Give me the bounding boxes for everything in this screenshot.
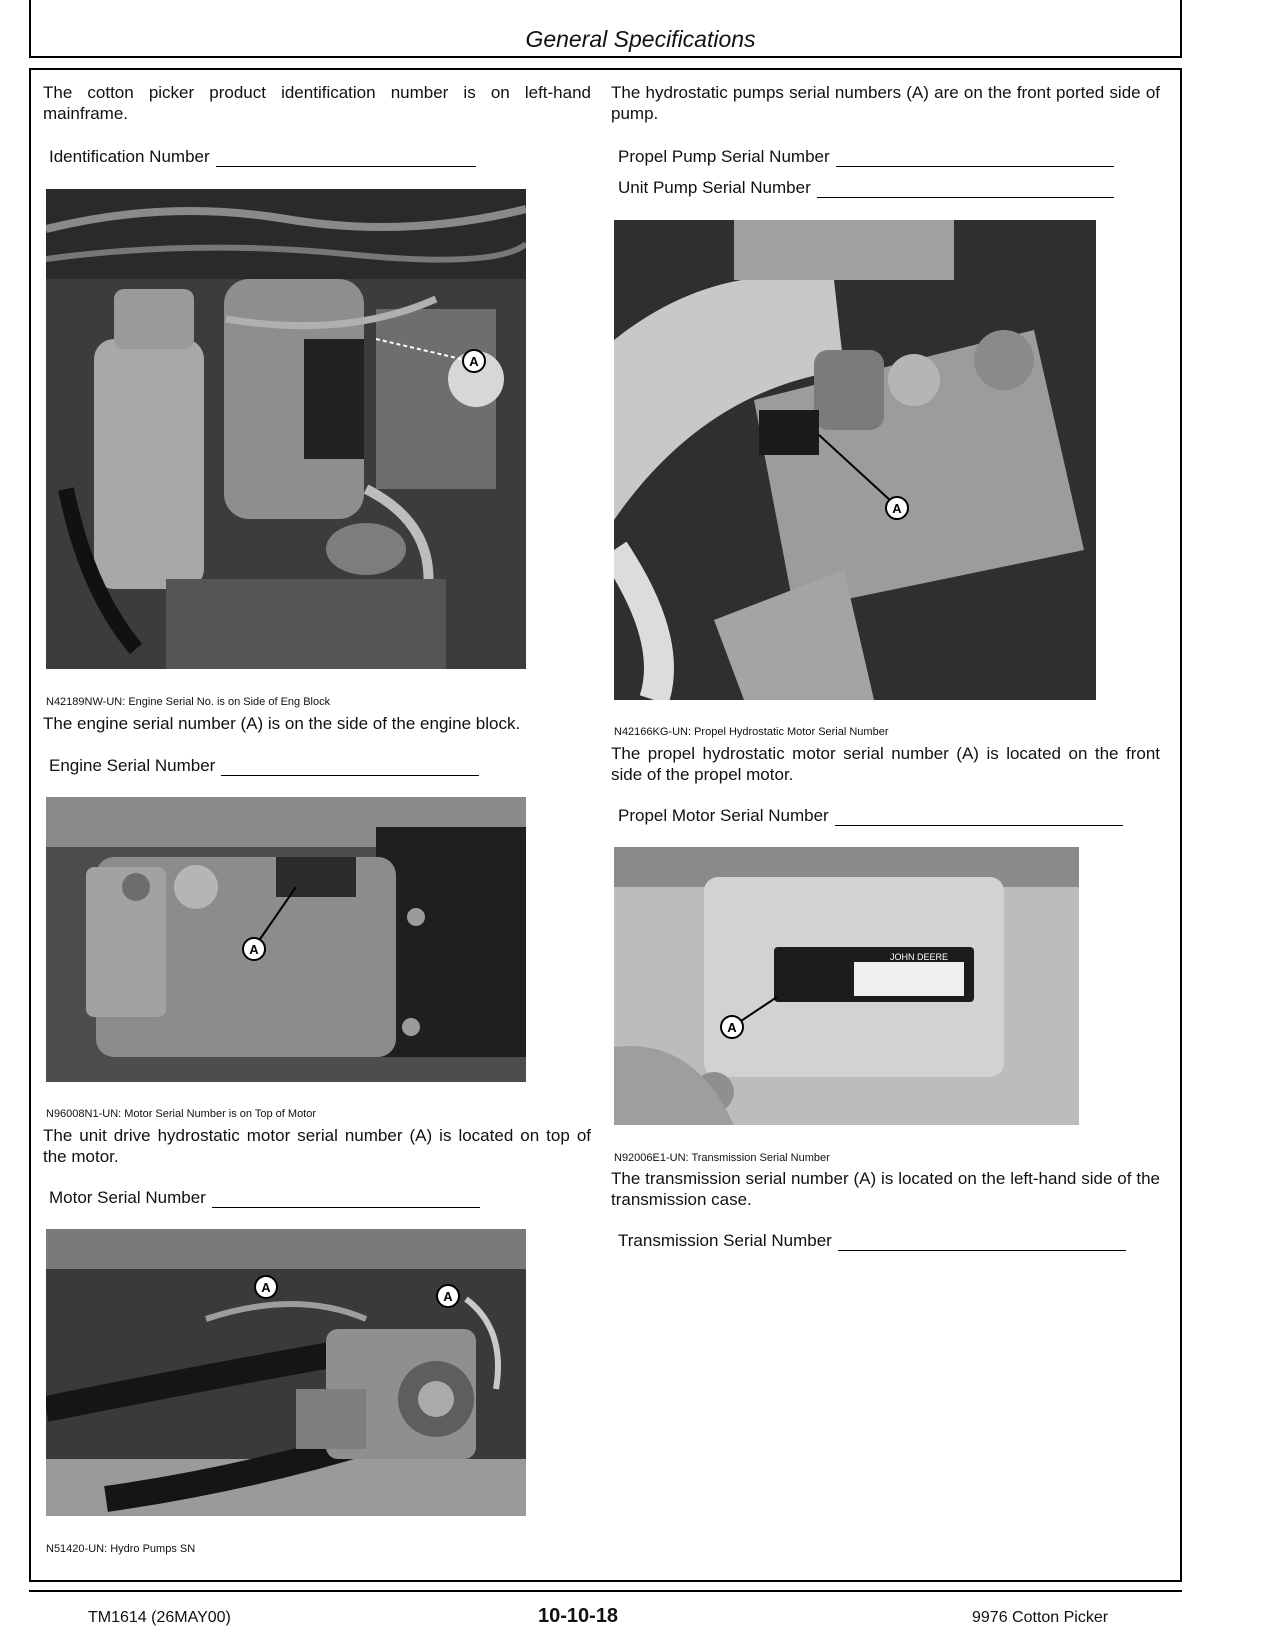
propel-motor-serial-number-field [618,806,1123,826]
pumps-paragraph: The hydrostatic pumps serial numbers (A) are on the front ported side of pump. [611,83,1160,123]
unit-pump-serial-number-field [618,178,1114,198]
engine-serial-number-label: Engine Serial Number [49,756,216,775]
motor-photo-caption: N96008N1-UN: Motor Serial Number is on Top of Motor [46,1108,317,1120]
transmission-serial-number-field [618,1231,1126,1251]
propel-pump-serial-number-field [618,147,1114,167]
footer-rule [29,1590,1182,1592]
propel-pump-serial-number-label: Propel Pump Serial Number [618,147,830,166]
engine-block-illustration [46,189,526,669]
pumps-callout-a-right: A [443,1289,453,1304]
propel-motor-photo-caption: N42166KG-UN: Propel Hydrostatic Motor Serial Number [614,726,889,738]
identification-number-field [49,147,476,167]
identification-number-label: Identification Number [49,147,210,166]
propel-motor-photo [614,220,1096,700]
transmission-plate-text: JOHN DEERE [889,952,949,962]
transmission-photo-caption: N92006E1-UN: Transmission Serial Number [614,1152,830,1164]
transmission-serial-number-label: Transmission Serial Number [618,1231,832,1250]
propel-motor-serial-number-label: Propel Motor Serial Number [618,806,829,825]
intro-paragraph: The cotton picker product identification number is on left-hand mainframe. [43,83,591,123]
propel-motor-illustration [614,220,1096,700]
engine-paragraph: The engine serial number (A) is on the side of the engine block. [43,714,521,733]
hydro-pumps-illustration [46,1229,526,1516]
page-title: General Specifications [525,26,756,52]
hydro-pumps-photo [46,1229,526,1516]
transmission-illustration [614,847,1079,1125]
identification-number-blank[interactable] [216,151,476,167]
engine-block-photo [46,189,526,669]
footer-manual-code: TM1614 (26MAY00) [88,1609,231,1626]
pumps-callout-a-left: A [261,1280,271,1295]
motor-paragraph: The unit drive hydrostatic motor serial number (A) is located on top of the motor. [43,1126,591,1166]
unit-drive-motor-photo [46,797,526,1082]
transmission-serial-number-blank[interactable] [838,1235,1126,1251]
propel-motor-callout-a: A [892,501,902,516]
motor-serial-number-label: Motor Serial Number [49,1188,206,1207]
footer-page-number: 10-10-18 [538,1605,619,1627]
motor-serial-number-blank[interactable] [212,1192,480,1208]
page-header [29,0,1182,58]
motor-callout-a: A [249,942,259,957]
propel-motor-serial-number-blank[interactable] [835,810,1123,826]
transmission-photo [614,847,1079,1125]
unit-pump-serial-number-label: Unit Pump Serial Number [618,178,811,197]
engine-serial-number-field [49,756,479,776]
unit-pump-serial-number-blank[interactable] [817,182,1114,198]
motor-serial-number-field [49,1188,480,1208]
unit-drive-motor-illustration [46,797,526,1082]
engine-serial-number-blank[interactable] [221,760,479,776]
engine-callout-a: A [469,354,479,369]
transmission-paragraph: The transmission serial number (A) is located on the left-hand side of the transmission case. [611,1169,1160,1209]
pumps-photo-caption: N51420-UN: Hydro Pumps SN [46,1543,196,1555]
propel-pump-serial-number-blank[interactable] [836,151,1114,167]
propel-motor-paragraph: The propel hydrostatic motor serial number (A) is located on the front side of the propel motor. [611,744,1160,784]
transmission-callout-a: A [727,1020,737,1035]
engine-photo-caption: N42189NW-UN: Engine Serial No. is on Side of Eng Block [46,696,331,708]
footer-product-name: 9976 Cotton Picker [972,1609,1109,1626]
